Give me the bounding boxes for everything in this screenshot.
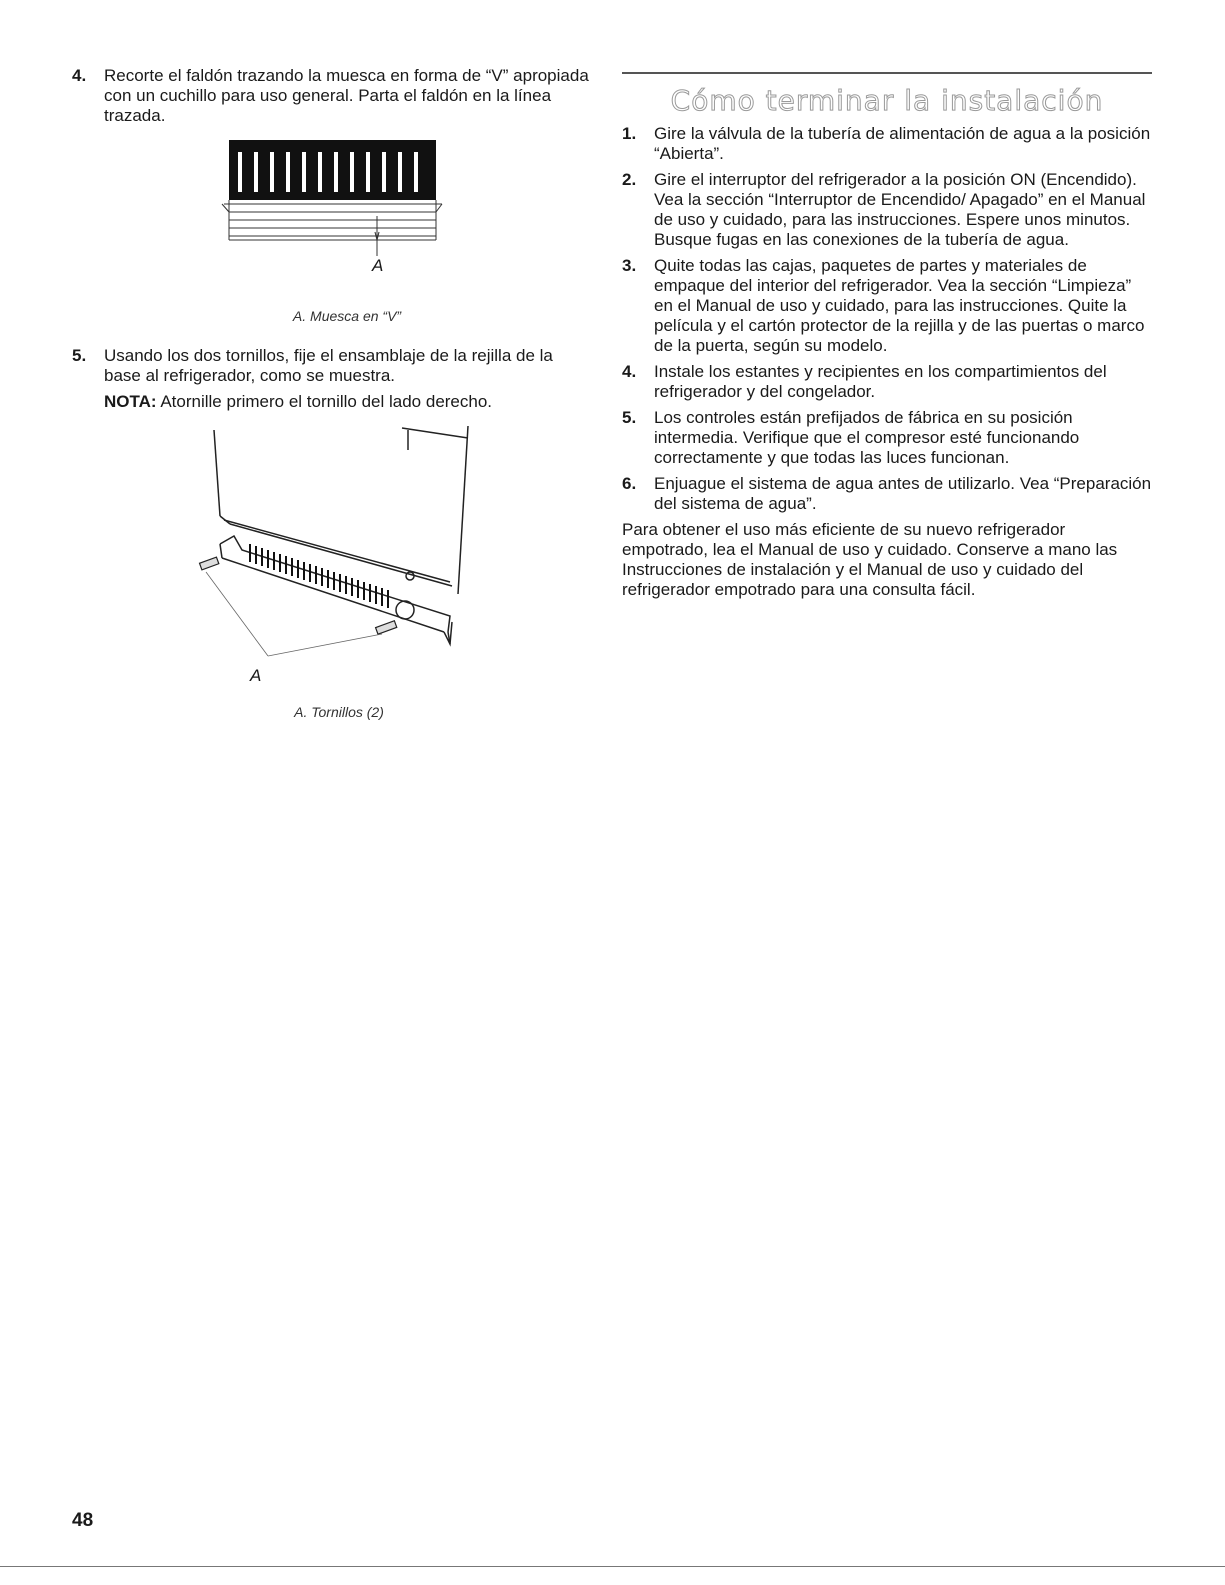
step-number: 4. bbox=[72, 66, 87, 85]
step-5-left bbox=[72, 346, 592, 386]
step-number: 5. bbox=[72, 346, 87, 365]
figure1-callout: A bbox=[372, 256, 384, 275]
step-number: 4. bbox=[622, 362, 637, 381]
note-text: Atornille primero el tornillo del lado derecho. bbox=[156, 392, 493, 411]
figure1-caption: A. Muesca en “V” bbox=[292, 308, 402, 324]
step-number: 1. bbox=[622, 124, 637, 143]
base-grille-illustration bbox=[72, 426, 592, 702]
v-notch-illustration bbox=[72, 132, 592, 282]
step-4-left bbox=[72, 66, 592, 126]
step-text: Recorte el faldón trazando la muesca en forma de “V” apropiada con un cuchillo para uso general. Parta el faldón en la línea trazada. bbox=[104, 66, 589, 125]
figure2-callout: A bbox=[250, 666, 262, 685]
step-4-right bbox=[622, 362, 1152, 402]
step-6-right bbox=[622, 474, 1152, 514]
step-5-right bbox=[622, 408, 1152, 468]
bottom-divider bbox=[0, 1566, 1225, 1567]
left-column bbox=[72, 66, 592, 720]
step-2-right bbox=[622, 170, 1152, 250]
step-text: Instale los estantes y recipientes en los compartimientos del refrigerador y del congelador. bbox=[654, 362, 1107, 401]
step-text: Quite todas las cajas, paquetes de partes y materiales de empaque del interior del refrigerador. Vea la sección “Limpieza” en el Manual de uso y cuidado, para las instrucciones. Quite la película y el cartón protector de la rejilla y de las puertas o marco de la puerta, según su modelo. bbox=[654, 256, 1145, 355]
note-label: NOTA: bbox=[104, 392, 157, 411]
note bbox=[104, 392, 592, 412]
step-text: Enjuague el sistema de agua antes de utilizarlo. Vea “Preparación del sistema de agua”. bbox=[654, 474, 1152, 513]
step-number: 6. bbox=[622, 474, 637, 493]
page-number: 48 bbox=[72, 1510, 94, 1531]
step-text: Usando los dos tornillos, fije el ensamblaje de la rejilla de la base al refrigerador, como se muestra. bbox=[104, 346, 553, 385]
v-notch-figure bbox=[72, 132, 592, 306]
step-3-right bbox=[622, 256, 1152, 356]
closing-paragraph: Para obtener el uso más eficiente de su nuevo refrigerador empotrado, lea el Manual de uso y cuidado. Conserve a mano las Instrucciones de instalación y el Manual de uso y cuidado del refrigerador empotrado para una consulta fácil. bbox=[622, 520, 1118, 599]
figure2-caption: A. Tornillos (2) bbox=[294, 704, 384, 720]
step-text: Gire la válvula de la tubería de alimentación de agua a la posición “Abierta”. bbox=[654, 124, 1151, 163]
step-1-right bbox=[622, 124, 1152, 164]
step-text: Los controles están prefijados de fábrica en su posición intermedia. Verifique que el compresor esté funcionando correctamente y que todas las luces funcionan. bbox=[654, 408, 1080, 467]
right-column bbox=[622, 66, 1152, 600]
base-grille-figure bbox=[72, 426, 592, 702]
step-text: Gire el interruptor del refrigerador a la posición ON (Encendido). Vea la sección “Interruptor de Encendido/ Apagado” en el Manual de uso y cuidado, para las instrucciones. Espere unos minutos. Busque fugas en las conexiones de la tubería de agua. bbox=[654, 170, 1146, 249]
section-title: Cómo terminar la instalación bbox=[670, 84, 1104, 117]
step-number: 3. bbox=[622, 256, 637, 275]
section-divider bbox=[622, 72, 1152, 74]
step-number: 5. bbox=[622, 408, 637, 427]
step-number: 2. bbox=[622, 170, 637, 189]
